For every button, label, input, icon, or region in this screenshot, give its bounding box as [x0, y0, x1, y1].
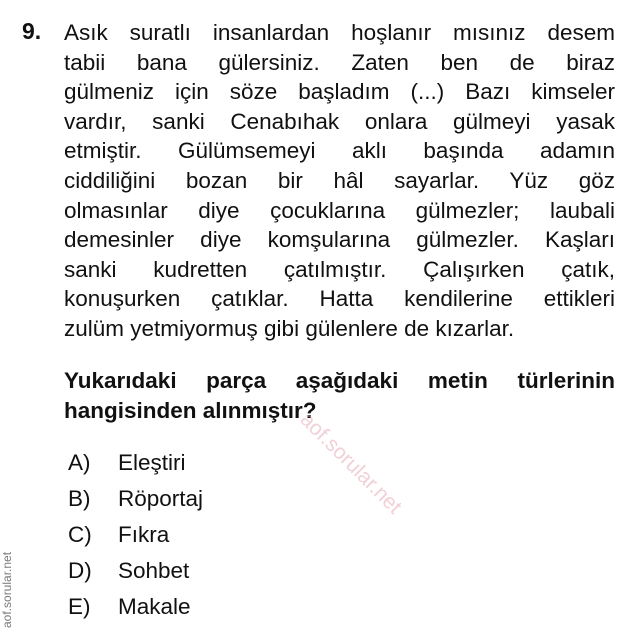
passage-line: olmasınlar diye çocuklarına gülmezler; laubali — [64, 197, 615, 223]
prompt-line: hangisinden alınmıştır? — [64, 397, 317, 423]
passage-line: ciddiliğini bozan bir hâl sayarlar. Yüz göz — [64, 167, 615, 193]
question-passage — [64, 18, 615, 344]
passage-line: demesinler diye komşularına gülmezler. Kaşları — [64, 227, 615, 253]
passage-line: etmiştir. Gülümsemeyi aklı başında adamın — [64, 138, 615, 164]
passage-line: vardır, sanki Cenabıhak onlara gülmeyi yasak — [64, 108, 615, 134]
answer-options — [68, 445, 203, 625]
diagonal-watermark: aof.sorular.net — [295, 408, 407, 519]
passage-line: sanki kudretten çatılmıştır. Çalışırken çatık, — [64, 256, 615, 282]
question-number: 9. — [22, 18, 42, 44]
passage-line: zulüm yetmiyormuş gibi gülenlere de kızarlar. — [64, 315, 515, 341]
option-text: Eleştiri — [118, 450, 186, 475]
option-letter: A) — [68, 450, 91, 475]
option-c[interactable] — [68, 517, 203, 553]
option-a[interactable] — [68, 445, 203, 481]
question-prompt — [64, 366, 615, 425]
prompt-line: Yukarıdaki parça aşağıdaki metin türlerinin — [64, 368, 615, 393]
option-letter: D) — [68, 558, 92, 583]
option-text: Sohbet — [118, 558, 190, 583]
passage-line: tabii bana gülersiniz. Zaten ben de biraz — [64, 49, 615, 75]
option-e[interactable] — [68, 589, 203, 625]
passage-line: gülmeniz için söze başladım (...) Bazı kimseler — [64, 79, 615, 105]
option-text: Makale — [118, 594, 191, 619]
option-text: Fıkra — [118, 522, 170, 547]
option-d[interactable] — [68, 553, 203, 589]
option-text: Röportaj — [118, 486, 204, 511]
passage-line: Asık suratlı insanlardan hoşlanır mısınız desem — [64, 20, 615, 45]
passage-line: konuşurken çatıklar. Hatta kendilerine ettikleri — [64, 286, 615, 312]
option-letter: B) — [68, 486, 91, 511]
option-b[interactable] — [68, 481, 203, 517]
option-letter: E) — [68, 594, 91, 619]
option-letter: C) — [68, 522, 92, 547]
side-watermark: aof.sorular.net — [0, 551, 14, 628]
